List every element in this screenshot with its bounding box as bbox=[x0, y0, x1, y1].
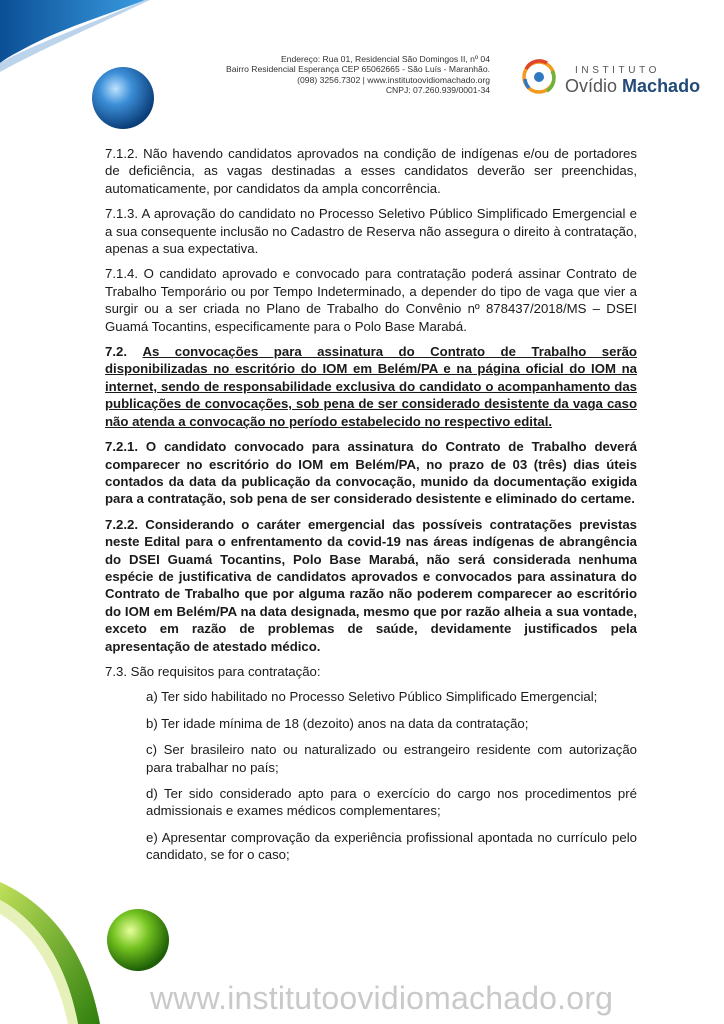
address-line: Bairro Residencial Esperança CEP 65062665 - São Luís - Maranhão. bbox=[225, 64, 490, 75]
list-item: e) Apresentar comprovação da experiência profissional apontada no currículo pelo candidato, se for o caso; bbox=[146, 829, 637, 863]
paragraph-7-2-2: 7.2.2. Considerando o caráter emergencial das possíveis contratações previstas neste Edital para o enfrentamento da covid-19 nas áreas indígenas de abrangência do DSEI Guamá Tocantins, Polo Base Marabá, não será considerada nenhuma espécie de justificativa de candidatos aprovados e convocados para assinatura do Contrato de Trabalho que por alguma razão não poderem comparecer ao escritório do IOM em Belém/PA na data designada, mesmo que por razão alheia a sua vontade, exceto em razão de problemas de saúde, devidamente justificados pela apresentação de atestado médico. bbox=[105, 516, 637, 654]
footer-website-url: www.institutoovidiomachado.org bbox=[150, 980, 614, 1016]
address-line: (098) 3256.7302 | www.institutoovidiomachado.org bbox=[297, 74, 490, 85]
logo-name-light: Ovídio bbox=[565, 76, 618, 96]
logo-text-name bbox=[565, 76, 700, 97]
logo-name-bold: Machado bbox=[622, 76, 701, 96]
document-body bbox=[105, 145, 637, 873]
paragraph-7-1-3: 7.1.3. A aprovação do candidato no Processo Seletivo Público Simplificado Emergencial e a sua consequente inclusão no Cadastro de Reserva não assegura o direito à contratação, apenas a sua expectativa. bbox=[105, 206, 637, 257]
paragraph-7-2-1: 7.2.1. O candidato convocado para assinatura do Contrato de Trabalho deverá comparecer no escritório do IOM em Belém/PA, no prazo de 03 (três) dias úteis contados da data da publicação da convocação, munido da documentação exigida para a contratação, sob pena de ser considerado desistente e eliminado do certame. bbox=[105, 439, 637, 507]
logo-mark-icon bbox=[517, 57, 563, 97]
list-item: c) Ser brasileiro nato ou naturalizado ou estrangeiro residente com autorização para trabalhar no país; bbox=[146, 742, 637, 775]
address-line: Endereço: Rua 01, Residencial São Domingos II, nº 04 bbox=[280, 54, 490, 64]
list-item: b) Ter idade mínima de 18 (dezoito) anos na data da contratação; bbox=[146, 715, 529, 731]
paragraph-7-2-number: 7.2. bbox=[105, 344, 127, 360]
paragraph-7-1-2: 7.1.2. Não havendo candidatos aprovados na condição de indígenas e/ou de portadores de deficiência, as vagas destinadas a esses candidatos deverão ser preenchidas, automaticamente, por candidatos da ampla concorrência. bbox=[105, 146, 637, 196]
header-decoration bbox=[0, 0, 200, 150]
logo-text-instituto: INSTITUTO bbox=[575, 65, 660, 76]
paragraph-7-1-4: 7.1.4. O candidato aprovado e convocado para contratação poderá assinar Contrato de Trabalho Temporário ou por Tempo Indeterminado, a depender do tipo de vaga que vier a surgir ou a ser criada no Plano de Trabalho do Convênio nº 878437/2018/MS – DSEI Guamá Tocantins, especificamente para o Polo Base Marabá. bbox=[105, 266, 637, 334]
address-line: CNPJ: 07.260.939/0001-34 bbox=[385, 84, 490, 95]
institute-logo bbox=[517, 57, 701, 97]
list-item: d) Ter sido considerado apto para o exercício do cargo nos procedimentos pré admissionais e exames médicos complementares; bbox=[146, 786, 637, 819]
paragraph-7-2-text: As convocações para assinatura do Contrato de Trabalho serão disponibilizadas no escritório do IOM em Belém/PA e na página oficial do IOM na internet, sendo de responsabilidade exclusiva do candidato o acompanhamento das publicações de convocações, sob pena de ser considerado desistente da vaga caso não atenda a convocação no período estabelecido no respectivo edital. bbox=[105, 344, 637, 429]
header-address bbox=[175, 54, 490, 95]
paragraph-7-2 bbox=[105, 343, 637, 430]
requirements-list bbox=[105, 688, 637, 863]
list-item: a) Ter sido habilitado no Processo Seletivo Público Simplificado Emergencial; bbox=[146, 689, 598, 705]
paragraph-7-3: 7.3. São requisitos para contratação: bbox=[105, 663, 321, 679]
